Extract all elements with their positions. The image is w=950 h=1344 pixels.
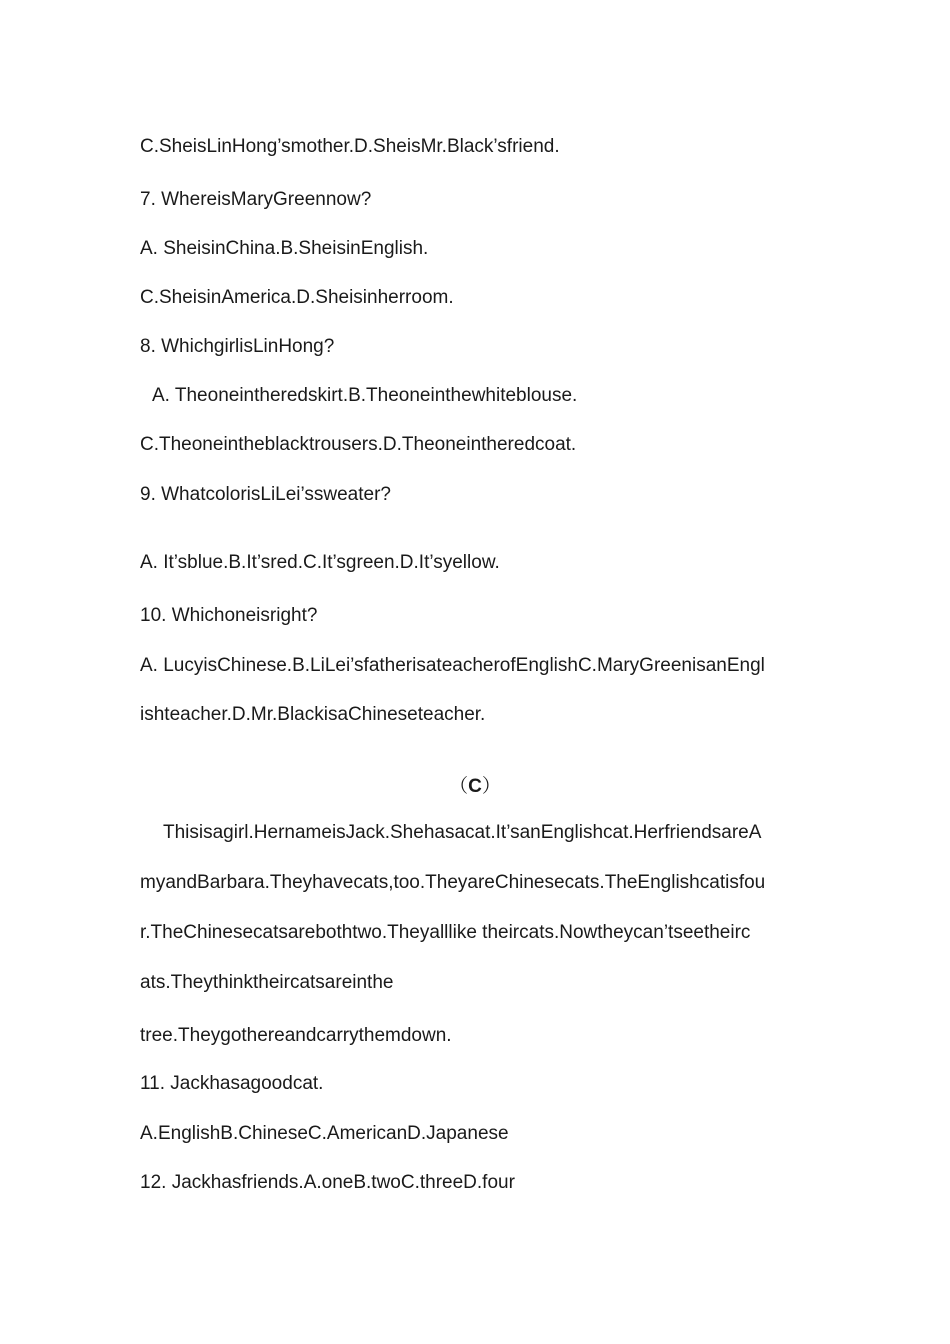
q11-options: A.EnglishB.ChineseC.AmericanD.Japanese	[140, 1123, 509, 1144]
section-c-close-paren: ）	[481, 776, 501, 797]
section-c-letter: C	[468, 776, 482, 797]
section-c-open-paren: （	[449, 776, 469, 797]
q10-options-line-2: ishteacher.D.Mr.BlackisaChineseteacher.	[140, 704, 486, 725]
passage-line-1: Thisisagirl.HernameisJack.Shehasacat.It’sanEnglishcat.HerfriendsareA	[163, 822, 762, 843]
q10-options-line-1: A. LucyisChinese.B.LiLei’sfatherisateacherofEnglishC.MaryGreenisanEngl	[140, 655, 765, 676]
q7-options-cd: C.SheisinAmerica.D.Sheisinherroom.	[140, 287, 454, 308]
passage-line-4: ats.Theythinktheircatsareinthe	[140, 972, 394, 993]
passage-line-2: myandBarbara.Theyhavecats,too.TheyareChinesecats.TheEnglishcatisfou	[140, 872, 766, 893]
q7-options-ab: A. SheisinChina.B.SheisinEnglish.	[140, 238, 429, 259]
q8-options-cd: C.Theoneintheblacktrousers.D.Theoneintheredcoat.	[140, 434, 577, 455]
question-7: 7. WhereisMaryGreennow?	[140, 189, 372, 210]
question-10: 10. Whichoneisright?	[140, 605, 318, 626]
q8-options-ab: A. Theoneintheredskirt.B.Theoneinthewhiteblouse.	[152, 385, 578, 406]
question-9: 9. WhatcolorisLiLei’ssweater?	[140, 484, 391, 505]
question-8: 8. WhichgirlisLinHong?	[140, 336, 335, 357]
question-12: 12. Jackhasfriends.A.oneB.twoC.threeD.four	[140, 1172, 515, 1193]
section-c-heading	[0, 771, 950, 798]
q6-options-cd: C.SheisLinHong’smother.D.SheisMr.Black’sfriend.	[140, 136, 560, 157]
question-11: 11. Jackhasagoodcat.	[140, 1073, 324, 1094]
q9-options: A. It’sblue.B.It’sred.C.It’sgreen.D.It’syellow.	[140, 552, 500, 573]
passage-line-5: tree.Theygothereandcarrythemdown.	[140, 1025, 452, 1046]
passage-line-3: r.TheChinesecatsarebothtwo.Theyalllike theircats.Nowtheycan’tseetheirc	[140, 922, 751, 943]
